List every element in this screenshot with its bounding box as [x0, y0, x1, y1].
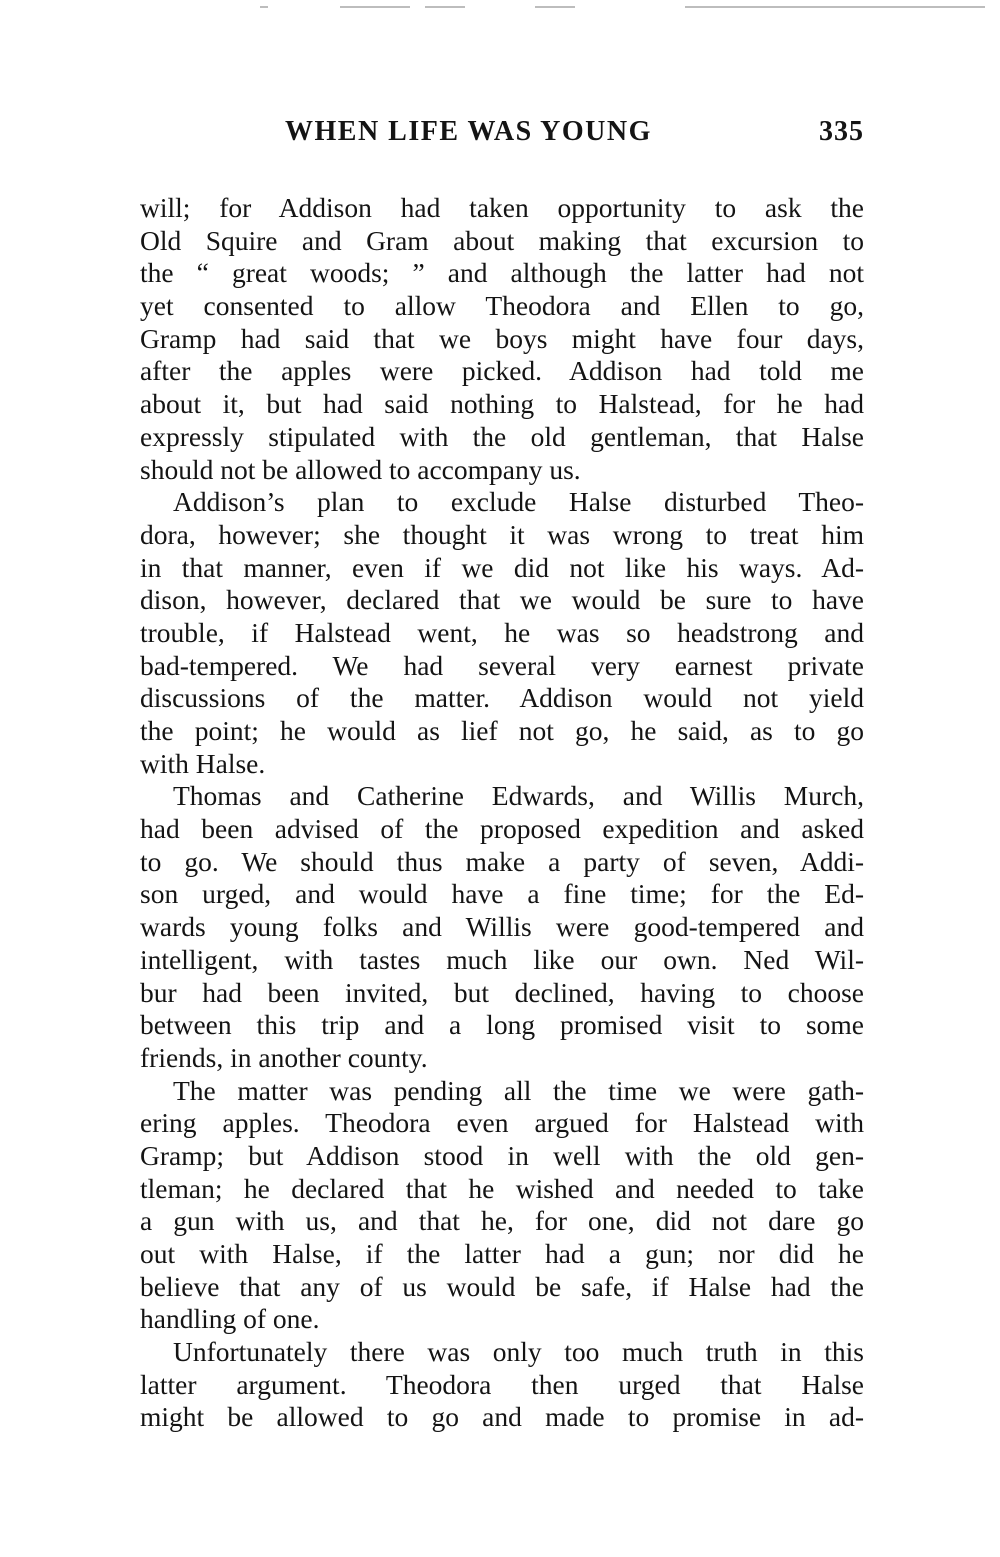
text-line: yet consented to allow Theodora and Ellen to go,	[140, 290, 864, 322]
text-line: dora, however; she thought it was wrong to treat him	[140, 518, 864, 550]
scan-artifact-mark	[685, 6, 985, 8]
page-number: 335	[819, 116, 864, 147]
text-line: to go. We should thus make a party of seven, Addi-	[140, 845, 864, 877]
paragraph	[140, 780, 864, 1074]
text-line: the “ great woods; ” and although the latter had not	[140, 257, 864, 289]
text-line: handling of one.	[140, 1303, 320, 1335]
text-line: ering apples. Theodora even argued for Halstead with	[140, 1107, 864, 1139]
text-line: bur had been invited, but declined, having to choose	[140, 976, 864, 1008]
text-line: son urged, and would have a fine time; for the Ed-	[140, 878, 864, 910]
text-line: the point; he would as lief not go, he said, as to go	[140, 715, 864, 746]
text-line: Addison’s plan to exclude Halse disturbed Theo-	[173, 486, 864, 518]
scan-artifact-mark	[535, 6, 575, 8]
text-line: in that manner, even if we did not like his ways. Ad-	[140, 551, 864, 583]
paragraph	[140, 486, 864, 780]
running-head	[140, 116, 864, 156]
paragraph	[140, 1075, 864, 1337]
text-line: Gramp; but Addison stood in well with the old gen-	[140, 1139, 864, 1171]
text-line: with Halse.	[140, 747, 266, 779]
text-line: latter argument. Theodora then urged that Halse	[140, 1368, 864, 1400]
text-line: about it, but had said nothing to Halstead, for he had	[140, 388, 864, 420]
text-line: Thomas and Catherine Edwards, and Willis Murch,	[173, 780, 864, 812]
text-line: expressly stipulated with the old gentleman, that Halse	[140, 420, 864, 452]
text-line: might be allowed to go and made to promise in ad-	[140, 1401, 864, 1433]
scan-artifact-mark	[260, 6, 268, 8]
text-line: a gun with us, and that he, for one, did not dare go	[140, 1205, 864, 1237]
text-line: friends, in another county.	[140, 1041, 428, 1073]
text-line: discussions of the matter. Addison would not yield	[140, 682, 864, 714]
text-line: after the apples were picked. Addison had told me	[140, 355, 864, 387]
text-line: bad-tempered. We had several very earnest private	[140, 649, 864, 681]
text-line: will; for Addison had taken opportunity to ask the	[140, 192, 864, 223]
text-line: The matter was pending all the time we were gath-	[173, 1074, 864, 1106]
body-text	[140, 192, 864, 1434]
scan-artifact-mark	[425, 6, 465, 8]
paragraph	[140, 1336, 864, 1434]
text-line: should not be allowed to accompany us.	[140, 453, 581, 485]
text-line: Unfortunately there was only too much truth in this	[173, 1336, 864, 1368]
running-title: WHEN LIFE WAS YOUNG	[285, 116, 652, 147]
text-line: out with Halse, if the latter had a gun; nor did he	[140, 1238, 864, 1269]
paragraph	[140, 192, 864, 486]
text-line: dison, however, declared that we would be sure to have	[140, 584, 864, 616]
text-line: Old Squire and Gram about making that excursion to	[140, 224, 864, 256]
text-line: wards young folks and Willis were good-tempered and	[140, 911, 864, 943]
text-line: intelligent, with tastes much like our own. Ned Wil-	[140, 943, 864, 975]
text-line: believe that any of us would be safe, if Halse had the	[140, 1270, 864, 1302]
text-line: tleman; he declared that he wished and needed to take	[140, 1172, 864, 1204]
text-line: had been advised of the proposed expedition and asked	[140, 813, 864, 845]
text-line: Gramp had said that we boys might have four days,	[140, 322, 864, 354]
scan-artifact-mark	[340, 6, 410, 8]
text-line: between this trip and a long promised visit to some	[140, 1009, 864, 1041]
text-line: trouble, if Halstead went, he was so headstrong and	[140, 616, 864, 648]
